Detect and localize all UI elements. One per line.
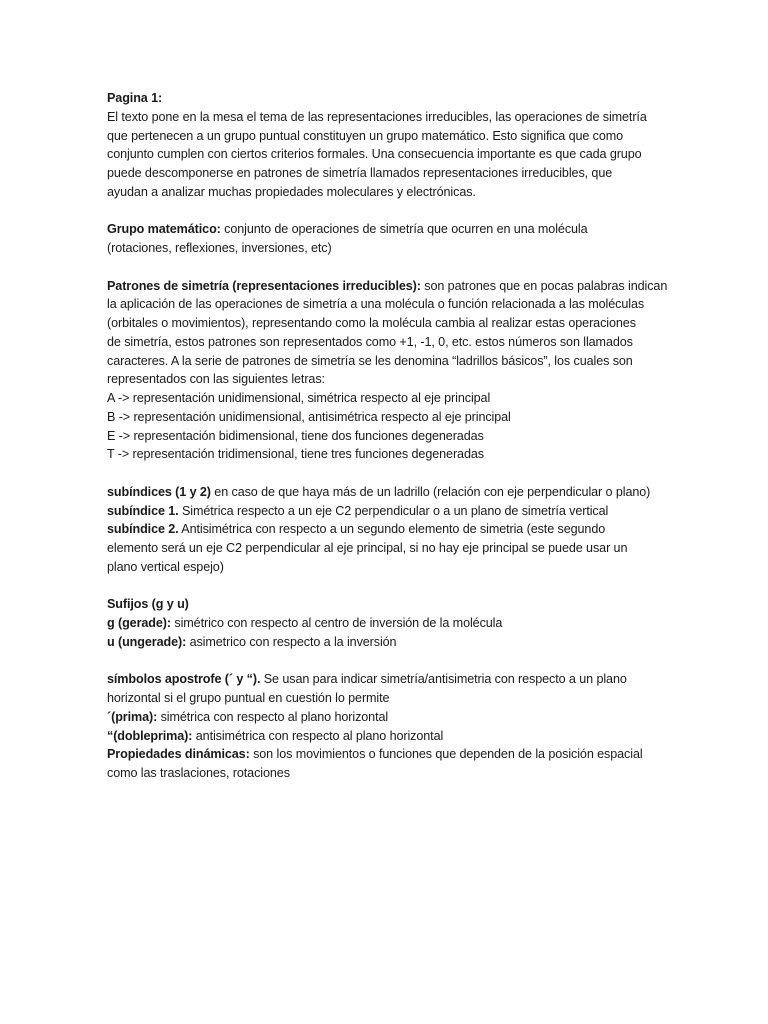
intro-line: El texto pone en la mesa el tema de las representaciones irreducibles, las operaciones de simetría [107, 109, 647, 124]
sufijo-u: u (ungerade): asimetrico con respecto a la inversión [107, 634, 397, 649]
apostrofe-definition: símbolos apostrofe (´ y “). Se usan para indicar simetría/antisimetria con respecto a un plano [107, 672, 627, 687]
patrones-line: la aplicación de las operaciones de simetría a una molécula o función relacionada a las moléculas [107, 297, 645, 312]
propiedades-line: como las traslaciones, rotaciones [107, 766, 290, 780]
document-body [107, 89, 667, 783]
subindice-2-line: plano vertical espejo) [107, 559, 224, 574]
paragraph-gap [107, 464, 667, 483]
paragraph-gap [107, 577, 667, 596]
patrones-line: de simetría, estos patrones son representados como +1, -1, 0, etc. estos números son llamados [107, 334, 633, 349]
dobleprima-definition: “(dobleprima): antisimétrica con respecto al plano horizontal [107, 728, 444, 743]
intro-line: puede descomponerse en patrones de simetría llamados representaciones irreducibles, que [107, 166, 613, 180]
subindice-1: subíndice 1. Simétrica respecto a un eje C2 perpendicular o a un plano de simetría vertical [107, 503, 609, 518]
subindice-2-line: elemento será un eje C2 perpendicular al eje principal, si no hay eje principal se puede usar un [107, 541, 628, 555]
patrones-definition: Patrones de simetría (representaciones irreducibles): son patrones que en pocas palabras indican [107, 278, 668, 293]
subindice-2: subíndice 2. Antisimétrica con respecto a un segundo elemento de simetria (este segundo [107, 522, 606, 537]
grupo-definition: Grupo matemático: conjunto de operaciones de simetría que ocurren en una molécula [107, 222, 588, 237]
patrones-line: (orbitales o movimientos), representando como la molécula cambia al realizar estas operaciones [107, 316, 636, 330]
representation-b: B -> representación unidimensional, antisimétrica respecto al eje principal [107, 409, 511, 424]
subindices-definition: subíndices (1 y 2) en caso de que haya más de un ladrillo (relación con eje perpendicular o plano) [107, 484, 651, 499]
apostrofe-line: horizontal si el grupo puntual en cuestión lo permite [107, 691, 390, 705]
page-heading: Pagina 1: [107, 91, 163, 105]
prima-definition: ´(prima): simétrica con respecto al plano horizontal [107, 709, 389, 724]
paragraph-gap [107, 202, 667, 221]
propiedades-dinamicas: Propiedades dinámicas: son los movimientos o funciones que dependen de la posición espacial [107, 747, 643, 762]
patrones-line: caracteres. A la serie de patrones de simetría se les denomina “ladrillos básicos”, los cuales son [107, 353, 633, 368]
representation-t: T -> representación tridimensional, tiene tres funciones degeneradas [107, 447, 484, 462]
paragraph-gap [107, 652, 667, 671]
grupo-line: (rotaciones, reflexiones, inversiones, etc) [107, 241, 332, 255]
paragraph-gap [107, 258, 667, 277]
intro-line: ayudan a analizar muchas propiedades moleculares y electrónicas. [107, 184, 476, 199]
sufijo-g: g (gerade): simétrico con respecto al centro de inversión de la molécula [107, 616, 503, 630]
patrones-line: representados con las siguientes letras: [107, 372, 325, 387]
intro-line: que pertenecen a un grupo puntual constituyen un grupo matemático. Esto significa que como [107, 128, 624, 143]
sufijos-heading: Sufijos (g y u) [107, 597, 189, 612]
intro-line: conjunto cumplen con ciertos criterios formales. Una consecuencia importante es que cada grupo [107, 147, 642, 162]
representation-e: E -> representación bidimensional, tiene dos funciones degeneradas [107, 428, 484, 443]
representation-a: A -> representación unidimensional, simétrica respecto al eje principal [107, 391, 491, 405]
